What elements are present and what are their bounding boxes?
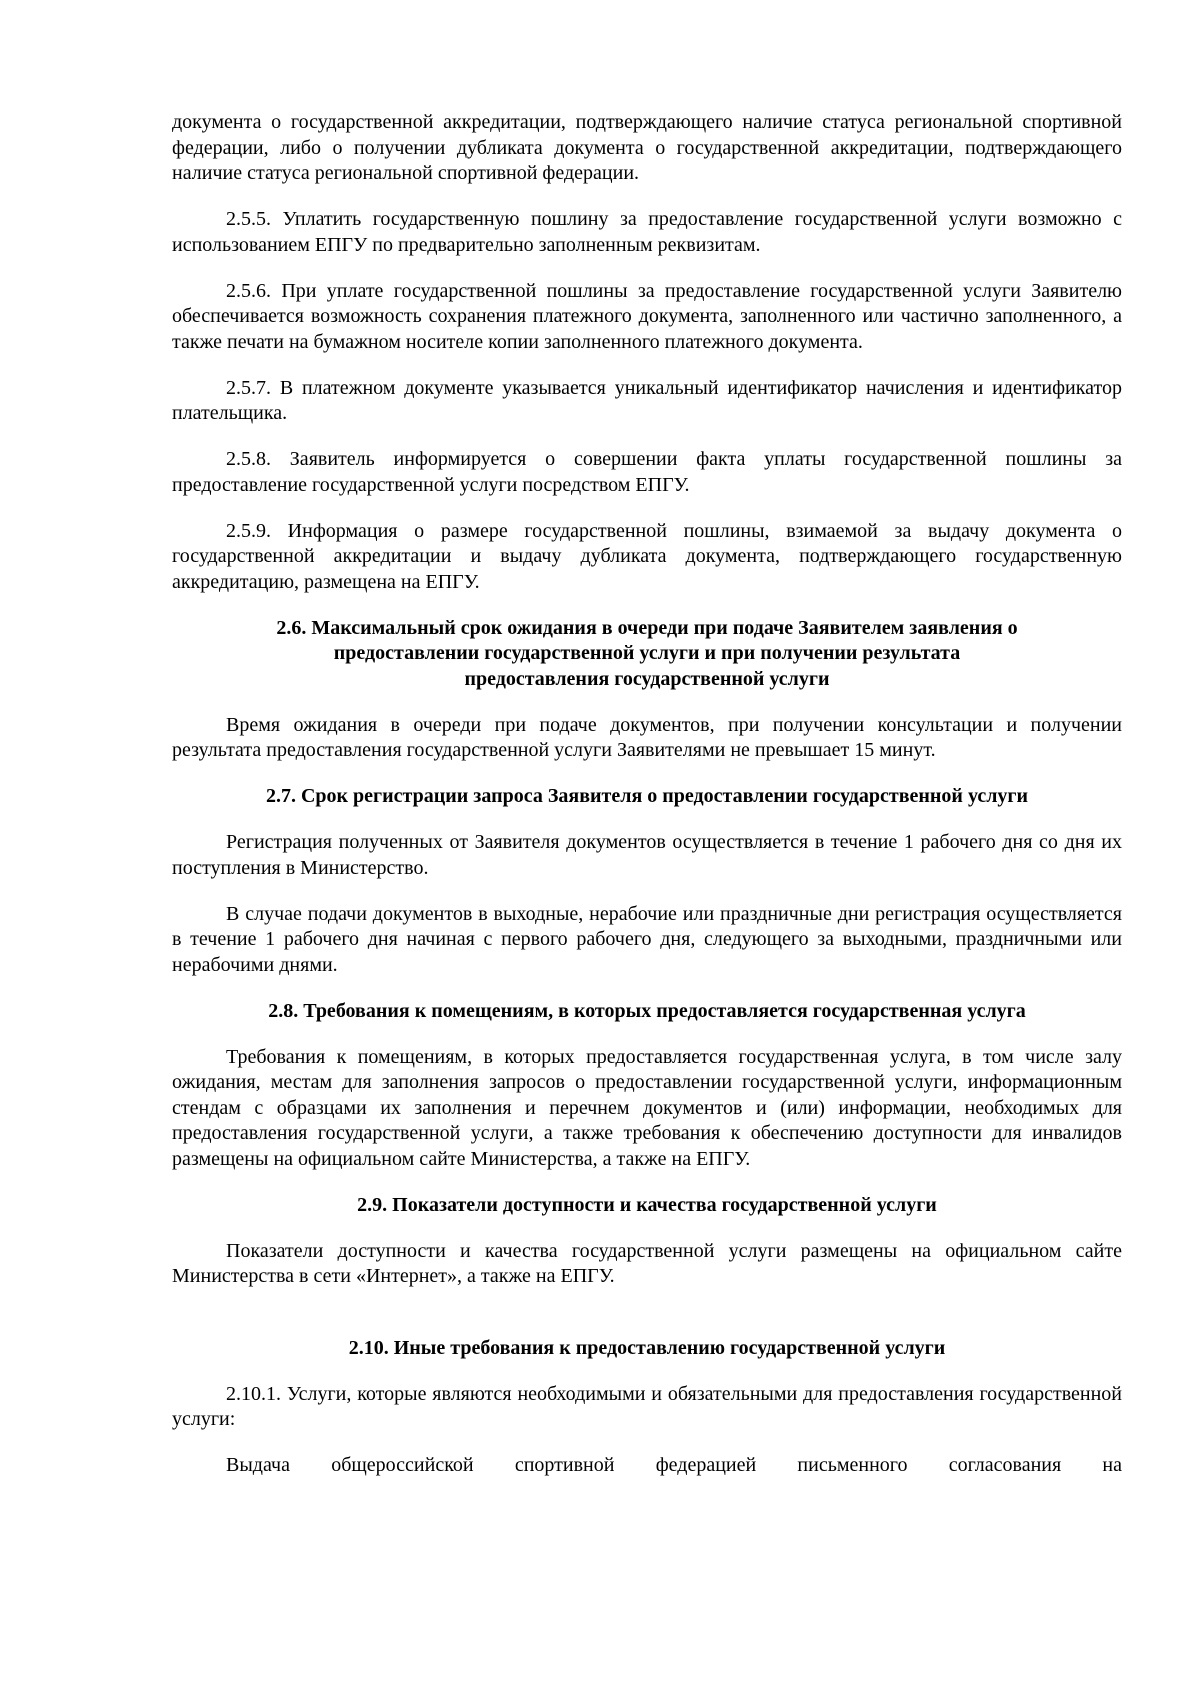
heading-2-9: 2.9. Показатели доступности и качества государственной услуги: [357, 1193, 937, 1216]
paragraph-2-7-body-1: Регистрация полученных от Заявителя документов осуществляется в течение 1 рабочего дня со дня их поступления в Министерство.: [172, 831, 1122, 879]
paragraph-2-5-6: 2.5.6. При уплате государственной пошлины за предоставление государственной услуги Заявителю обеспечивается возможность сохранения платежного документа, заполненного или частично заполненного, а также печати на бумажном носителе копии заполненного платежного документа.: [172, 279, 1122, 353]
paragraph-2-5-8: 2.5.8. Заявитель информируется о совершении факта уплаты государственной пошлины за предоставление государственной услуги посредством ЕПГУ.: [172, 448, 1122, 496]
paragraph-2-5-7: 2.5.7. В платежном документе указывается уникальный идентификатор начисления и идентификатор плательщика.: [172, 376, 1122, 424]
document-page: [172, 110, 1122, 1499]
heading-2-10: 2.10. Иные требования к предоставлению государственной услуги: [348, 1336, 946, 1359]
paragraph-2-8-body: Требования к помещениям, в которых предоставляется государственная услуга, в том числе залу ожидания, местам для заполнения запросов о предоставлении государственной услуги, информационным стендам с образцами их заполнения и перечнем документов и (или) информации, необходимых для предоставления государственной услуги, а также требования к обеспечению доступности для инвалидов размещены на официальном сайте Министерства, а также на ЕПГУ.: [172, 1045, 1122, 1170]
paragraph-2-9-body: Показатели доступности и качества государственной услуги размещены на официальном сайте Министерства в сети «Интернет», а также на ЕПГУ.: [172, 1239, 1122, 1287]
paragraph-2-5-5: 2.5.5. Уплатить государственную пошлину за предоставление государственной услуги возможно с использованием ЕПГУ по предварительно заполненным реквизитам.: [172, 208, 1122, 256]
paragraph-intro: документа о государственной аккредитации, подтверждающего наличие статуса региональной спортивной федерации, либо о получении дубликата документа о государственной аккредитации, подтверждающего наличие статуса региональной спортивной федерации.: [172, 111, 1122, 184]
heading-2-7: 2.7. Срок регистрации запроса Заявителя о предоставлении государственной услуги: [265, 785, 1029, 807]
heading-2-8: 2.8. Требования к помещениям, в которых предоставляется государственная услуга: [268, 999, 1026, 1022]
paragraph-last: Выдача общероссийской спортивной федерацией письменного согласования на: [226, 1454, 1122, 1476]
heading-2-6-line-2: предоставлении государственной услуги и при получении результата: [333, 642, 961, 664]
paragraph-2-6-body: Время ожидания в очереди при подаче документов, при получении консультации и получении результата предоставления государственной услуги Заявителями не превышает 15 минут.: [172, 713, 1122, 761]
paragraph-2-5-9: 2.5.9. Информация о размере государственной пошлины, взимаемой за выдачу документа о государственной аккредитации и выдачу дубликата документа, подтверждающего государственную аккредитацию, размещена на ЕПГУ.: [172, 519, 1122, 593]
heading-2-6-line-1: 2.6. Максимальный срок ожидания в очереди при подаче Заявителем заявления о: [276, 616, 1018, 639]
paragraph-2-7-body-2: В случае подачи документов в выходные, нерабочие или праздничные дни регистрация осуществляется в течение 1 рабочего дня начиная с первого рабочего дня, следующего за выходными, праздничными или нерабочими днями.: [172, 902, 1122, 976]
heading-2-6: [172, 616, 1122, 693]
heading-2-6-line-3: предоставления государственной услуги: [464, 667, 830, 690]
paragraph-2-10-1: 2.10.1. Услуги, которые являются необходимыми и обязательными для предоставления государственной услуги:: [172, 1382, 1122, 1430]
